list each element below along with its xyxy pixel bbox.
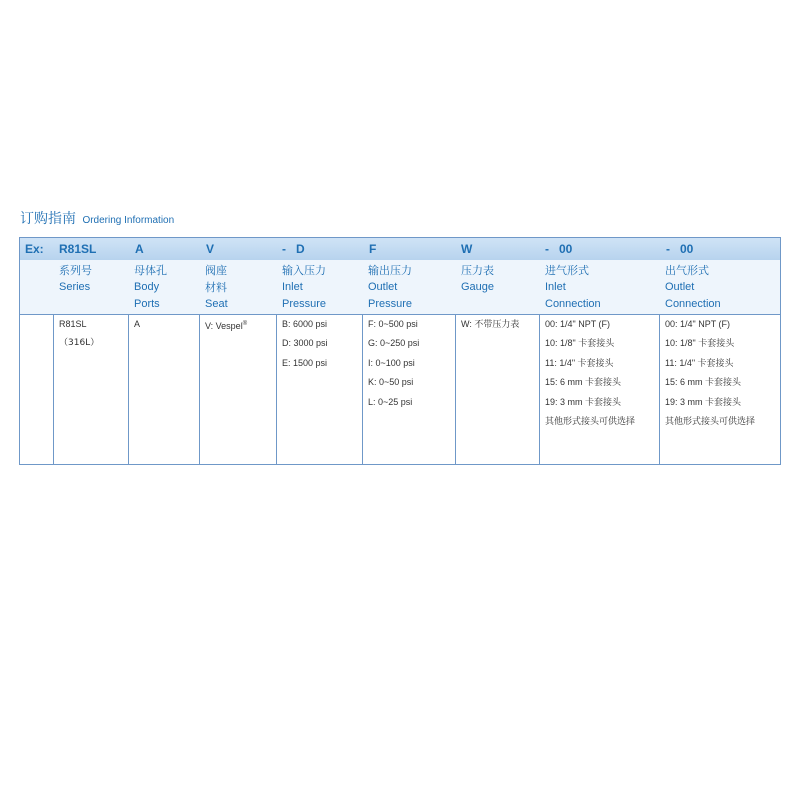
column-divider bbox=[276, 315, 277, 465]
gauge-options: W: 不带压力表 bbox=[461, 319, 520, 329]
column-divider bbox=[128, 315, 129, 465]
code-ex: Ex: bbox=[25, 242, 44, 256]
column-divider bbox=[362, 315, 363, 465]
label-row bbox=[20, 260, 780, 314]
code-outlet-connection: - 00 bbox=[666, 242, 694, 256]
label-series: 系列号 Series bbox=[59, 264, 92, 293]
label-inlet-pressure: 输入压力 Inlet Pressure bbox=[282, 264, 327, 310]
ports-options: A bbox=[134, 319, 141, 329]
code-seat: V bbox=[206, 242, 215, 256]
title-cn: 订购指南 bbox=[20, 211, 76, 227]
title-en: Ordering Information bbox=[82, 215, 175, 226]
column-divider bbox=[53, 315, 54, 465]
code-outlet-pressure: F bbox=[369, 242, 377, 256]
column-divider bbox=[659, 315, 660, 465]
label-outlet-connection: 出气形式 Outlet Connection bbox=[665, 264, 721, 310]
code-gauge: W bbox=[461, 242, 473, 256]
seat-options: V: Vespel® bbox=[205, 321, 248, 331]
column-divider bbox=[455, 315, 456, 465]
series-options: R81SL （316L） bbox=[59, 319, 100, 349]
column-divider bbox=[199, 315, 200, 465]
outlet-pressure-options: F: 0~500 psi G: 0~250 psi I: 0~100 psi K: 0~50 psi L: 0~25 psi bbox=[368, 319, 420, 407]
label-seat: 阀座 材料 Seat bbox=[205, 264, 228, 310]
code-row bbox=[20, 238, 780, 260]
label-outlet-pressure: 输出压力 Outlet Pressure bbox=[368, 264, 413, 310]
outlet-connection-options: 00: 1/4" NPT (F) 10: 1/8" 卡套接头 11: 1/4" 卡套接头 15: 6 mm 卡套接头 19: 3 mm 卡套接头 其他形式接头可供选择 bbox=[665, 319, 756, 427]
code-inlet-pressure: - D bbox=[282, 242, 305, 256]
label-inlet-connection: 进气形式 Inlet Connection bbox=[545, 264, 601, 310]
code-series: R81SL bbox=[59, 242, 97, 256]
label-body-ports: 母体孔 Body Ports bbox=[134, 264, 167, 310]
ordering-table bbox=[19, 237, 781, 465]
section-title bbox=[20, 208, 174, 228]
label-gauge: 压力表 Gauge bbox=[461, 264, 495, 293]
code-inlet-connection: - 00 bbox=[545, 242, 573, 256]
code-body-ports: A bbox=[135, 242, 144, 256]
registered-mark: ® bbox=[242, 321, 248, 327]
column-divider bbox=[539, 315, 540, 465]
inlet-connection-options: 00: 1/4" NPT (F) 10: 1/8" 卡套接头 11: 1/4" 卡套接头 15: 6 mm 卡套接头 19: 3 mm 卡套接头 其他形式接头可供选择 bbox=[545, 319, 636, 427]
inlet-pressure-options: B: 6000 psi D: 3000 psi E: 1500 psi bbox=[282, 319, 328, 368]
